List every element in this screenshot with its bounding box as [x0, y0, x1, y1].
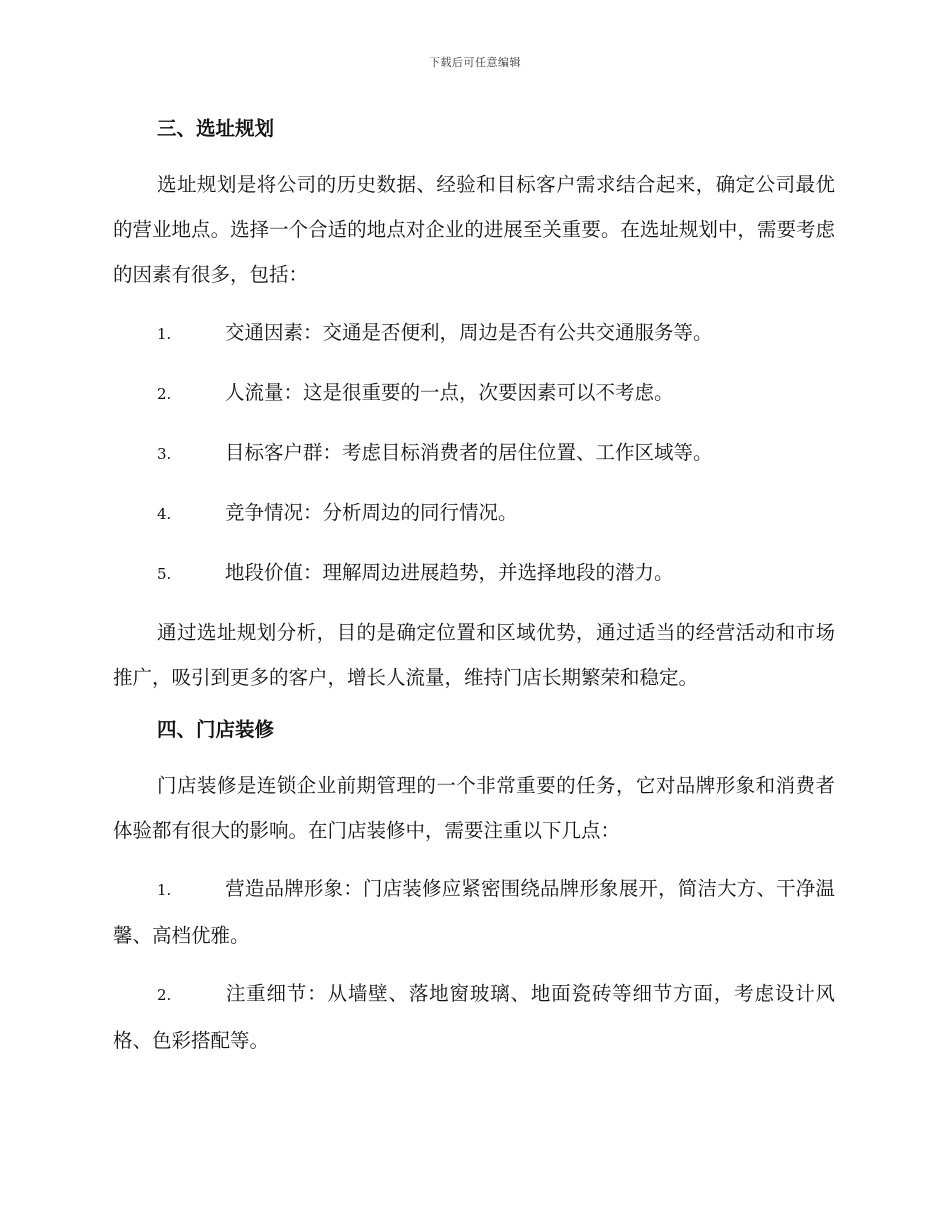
list-number: 2. [157, 986, 172, 1004]
list-number: 5. [157, 565, 172, 583]
list-text: 人流量：这是很重要的一点，次要因素可以不考虑。 [225, 381, 674, 404]
list-item [113, 430, 835, 477]
header-note: 下载后可任意编辑 [429, 56, 521, 69]
list-item [113, 971, 835, 1063]
list-text: 地段价值：理解周边进展趋势，并选择地段的潜力。 [225, 561, 674, 584]
list-number: 3. [157, 445, 172, 463]
site-planning-conclusion: 通过选址规划分析，目的是确定位置和区域优势，通过适当的经营活动和市场推广，吸引到更多的客户，增长人流量，维持门店长期繁荣和稳定。 [113, 621, 835, 689]
list-number: 4. [157, 505, 172, 523]
list-text: 目标客户群：考虑目标消费者的居住位置、工作区域等。 [225, 441, 713, 464]
list-number: 1. [157, 325, 172, 343]
list-item [113, 310, 835, 357]
list-item [113, 866, 835, 958]
list-text: 交通因素：交通是否便利，周边是否有公共交通服务等。 [225, 321, 713, 344]
list-text: 注重细节：从墙壁、落地窗玻璃、地面瓷砖等细节方面，考虑设计风格、色彩搭配等。 [113, 982, 835, 1052]
list-item [113, 550, 835, 597]
section-heading-store-decoration: 四、门店装修 [157, 718, 275, 741]
site-planning-intro: 选址规划是将公司的历史数据、经验和目标客户需求结合起来，确定公司最优的营业地点。选择一个合适的地点对企业的进展至关重要。在选址规划中，需要考虑的因素有很多，包括： [113, 173, 835, 286]
list-text: 竞争情况：分析周边的同行情况。 [225, 501, 518, 524]
list-item [113, 490, 835, 537]
store-decoration-intro: 门店装修是连锁企业前期管理的一个非常重要的任务，它对品牌形象和消费者体验都有很大的影响。在门店装修中，需要注重以下几点： [113, 774, 835, 842]
section-heading-site-planning: 三、选址规划 [157, 117, 275, 140]
document-body [113, 112, 835, 1063]
list-text: 营造品牌形象：门店装修应紧密围绕品牌形象展开，简洁大方、干净温馨、高档优雅。 [113, 877, 835, 947]
list-number: 1. [157, 881, 172, 899]
list-item [113, 370, 835, 417]
list-number: 2. [157, 385, 172, 403]
